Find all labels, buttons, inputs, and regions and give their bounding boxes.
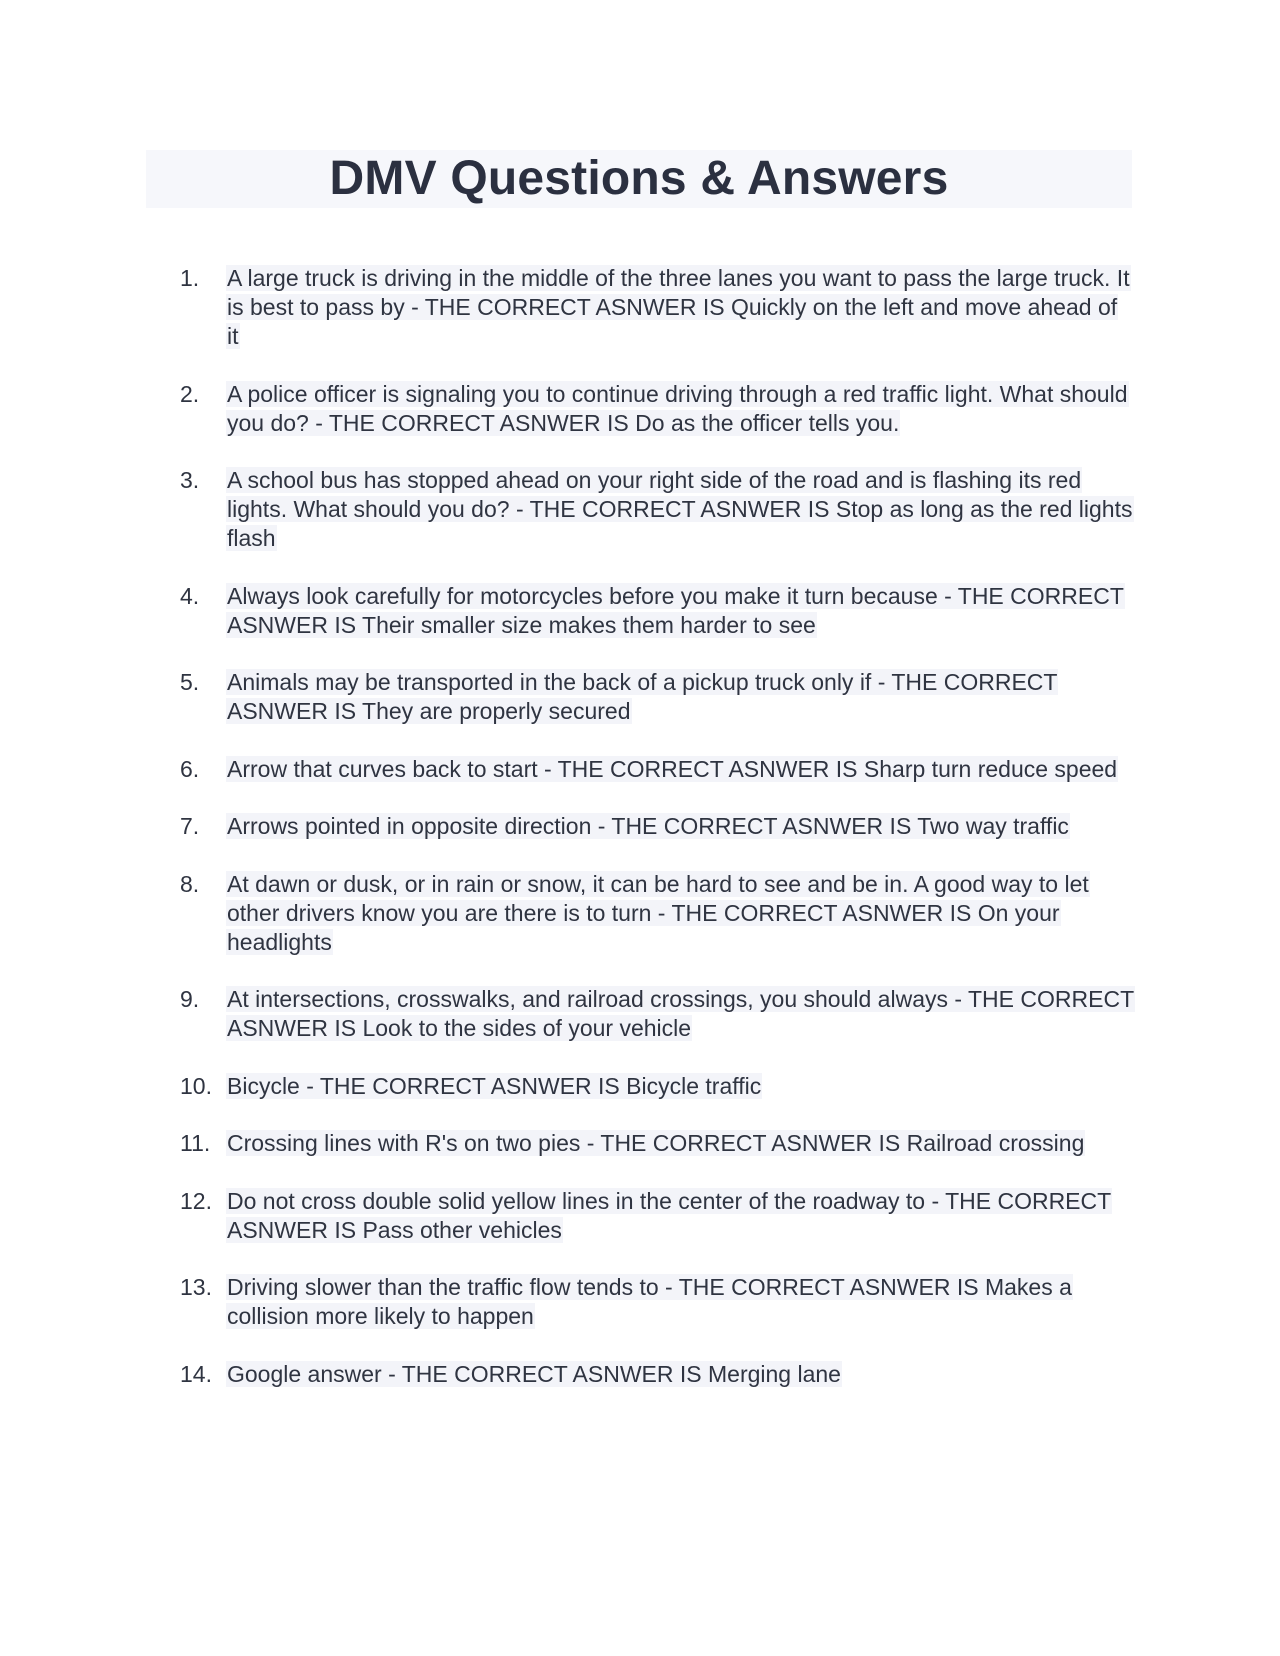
item-number: 13.: [180, 1274, 212, 1300]
item-text: Google answer - THE CORRECT ASNWER IS Merging lane: [227, 1360, 841, 1387]
list-item: [180, 668, 1140, 726]
list-item: [180, 1187, 1140, 1245]
item-text: A school bus has stopped ahead on your right side of the road and is flashing its red lights. What should you do? - THE CORRECT ASNWER IS Stop as long as the red lights flash: [227, 467, 1133, 551]
item-text: At dawn or dusk, or in rain or snow, it can be hard to see and be in. A good way to let other drivers know you are there is to turn - THE CORRECT ASNWER IS On your headlights: [227, 870, 1089, 955]
list-item: [180, 870, 1140, 957]
item-text: Arrows pointed in opposite direction - THE CORRECT ASNWER IS Two way traffic: [227, 813, 1069, 839]
list-item: [180, 1129, 1140, 1158]
item-text: At intersections, crosswalks, and railroad crossings, you should always - THE CORRECT ASNWER IS Look to the sides of your vehicle: [227, 986, 1135, 1041]
list-item: [180, 466, 1140, 553]
item-text: A large truck is driving in the middle of the three lanes you want to pass the large truck. It is best to pass by - THE CORRECT ASNWER IS Quickly on the left and move ahead of it: [227, 265, 1130, 349]
item-number: 1.: [180, 265, 200, 291]
list-item: [180, 755, 1140, 784]
item-number: 8.: [180, 870, 200, 897]
item-number: 12.: [180, 1187, 212, 1214]
item-number: 14.: [180, 1360, 212, 1387]
item-number: 3.: [180, 467, 200, 493]
list-item: [180, 1072, 1140, 1101]
item-text: Do not cross double solid yellow lines in the center of the roadway to - THE CORRECT ASNWER IS Pass other vehicles: [227, 1187, 1112, 1243]
item-text: Bicycle - THE CORRECT ASNWER IS Bicycle traffic: [227, 1072, 762, 1099]
item-text: Always look carefully for motorcycles before you make it turn because - THE CORRECT ASNWER IS Their smaller size makes them harder to see: [227, 582, 1124, 638]
item-number: 9.: [180, 986, 200, 1012]
item-text: Animals may be transported in the back of a pickup truck only if - THE CORRECT ASNWER IS They are properly secured: [227, 669, 1058, 724]
list-item: [180, 264, 1140, 351]
item-number: 5.: [180, 669, 200, 695]
list-item: [180, 1273, 1140, 1331]
page-title: DMV Questions & Answers: [329, 152, 949, 205]
list-item: [180, 985, 1140, 1043]
item-text: Crossing lines with R's on two pies - THE CORRECT ASNWER IS Railroad crossing: [227, 1130, 1085, 1156]
list-item: [180, 582, 1140, 640]
title-banner: [146, 150, 1132, 208]
item-number: 6.: [180, 755, 200, 782]
item-text: Arrow that curves back to start - THE CORRECT ASNWER IS Sharp turn reduce speed: [227, 755, 1118, 782]
list-item: [180, 1360, 1140, 1389]
item-text: Driving slower than the traffic flow tends to - THE CORRECT ASNWER IS Makes a collision more likely to happen: [227, 1274, 1072, 1329]
item-number: 11.: [180, 1130, 211, 1156]
question-list: [180, 264, 1140, 1417]
list-item: [180, 812, 1140, 841]
item-number: 10.: [180, 1072, 212, 1099]
item-number: 2.: [180, 380, 200, 407]
item-number: 7.: [180, 813, 200, 839]
list-item: [180, 380, 1140, 438]
item-number: 4.: [180, 582, 200, 609]
item-text: A police officer is signaling you to continue driving through a red traffic light. What should you do? - THE CORRECT ASNWER IS Do as the officer tells you.: [227, 380, 1128, 436]
